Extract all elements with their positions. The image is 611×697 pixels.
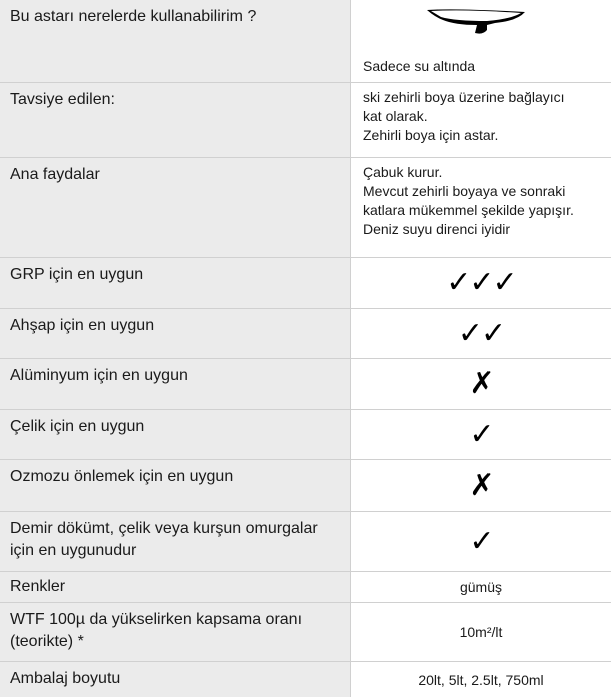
row-label: Tavsiye edilen: [0, 83, 350, 157]
row-label: WTF 100µ da yükselirken kapsama oranı (teorikte) * [0, 603, 350, 661]
usage-caption: Sadece su altında [363, 58, 476, 74]
row-value [351, 258, 611, 308]
text-line: ski zehirli boya üzerine bağlayıcı [363, 89, 565, 105]
check-mark-icon: ✓✓✓ [446, 266, 516, 299]
row-value [351, 359, 611, 409]
row-label: Çelik için en uygun [0, 410, 350, 459]
row-coverage [0, 603, 611, 662]
row-value [351, 309, 611, 358]
row-value [351, 460, 611, 511]
text-line: kat olarak. [363, 108, 428, 124]
row-aluminium [0, 359, 611, 410]
row-value [351, 158, 611, 257]
row-value: 10m²/lt [351, 603, 611, 661]
row-value [351, 512, 611, 571]
row-steel [0, 410, 611, 460]
row-value [351, 410, 611, 459]
row-osmosis [0, 460, 611, 512]
text-line: Deniz suyu direnci iyidir [363, 221, 511, 237]
row-colors [0, 572, 611, 603]
row-value: gümüş [351, 572, 611, 602]
row-value [351, 83, 611, 157]
row-label: Ahşap için en uygun [0, 309, 350, 358]
column-divider [350, 0, 351, 697]
boat-hull-icon [425, 2, 535, 42]
text-line: Çabuk kurur. [363, 164, 443, 180]
row-label: Demir dökümt, çelik veya kurşun omurgalar için en uygunudur [0, 512, 350, 571]
row-wood [0, 309, 611, 359]
row-label: Alüminyum için en uygun [0, 359, 350, 409]
row-value: 20lt, 5lt, 2.5lt, 750ml [351, 662, 611, 697]
row-grp [0, 258, 611, 309]
cross-mark-icon: ✗ [469, 367, 493, 400]
row-label: Ambalaj boyutu [0, 662, 350, 697]
check-mark-icon: ✓ [469, 417, 493, 451]
row-label: Renkler [0, 572, 350, 602]
row-usage [0, 0, 611, 83]
check-mark-icon: ✓ [469, 524, 493, 558]
row-keels [0, 512, 611, 572]
text-line: Mevcut zehirli boyaya ve sonraki [363, 183, 566, 199]
row-benefits [0, 158, 611, 258]
row-label: Ozmozu önlemek için en uygun [0, 460, 350, 511]
row-recommended [0, 83, 611, 158]
text-line: Zehirli boya için astar. [363, 127, 499, 143]
text-line: katlara mükemmel şekilde yapışır. [363, 202, 574, 218]
row-label: Ana faydalar [0, 158, 350, 257]
check-mark-icon: ✓✓ [457, 316, 505, 350]
cross-mark-icon: ✗ [469, 468, 493, 502]
row-label: GRP için en uygun [0, 258, 350, 308]
row-value [351, 0, 611, 82]
row-label: Bu astarı nerelerde kullanabilirim ? [0, 0, 350, 82]
row-pack-size [0, 662, 611, 697]
